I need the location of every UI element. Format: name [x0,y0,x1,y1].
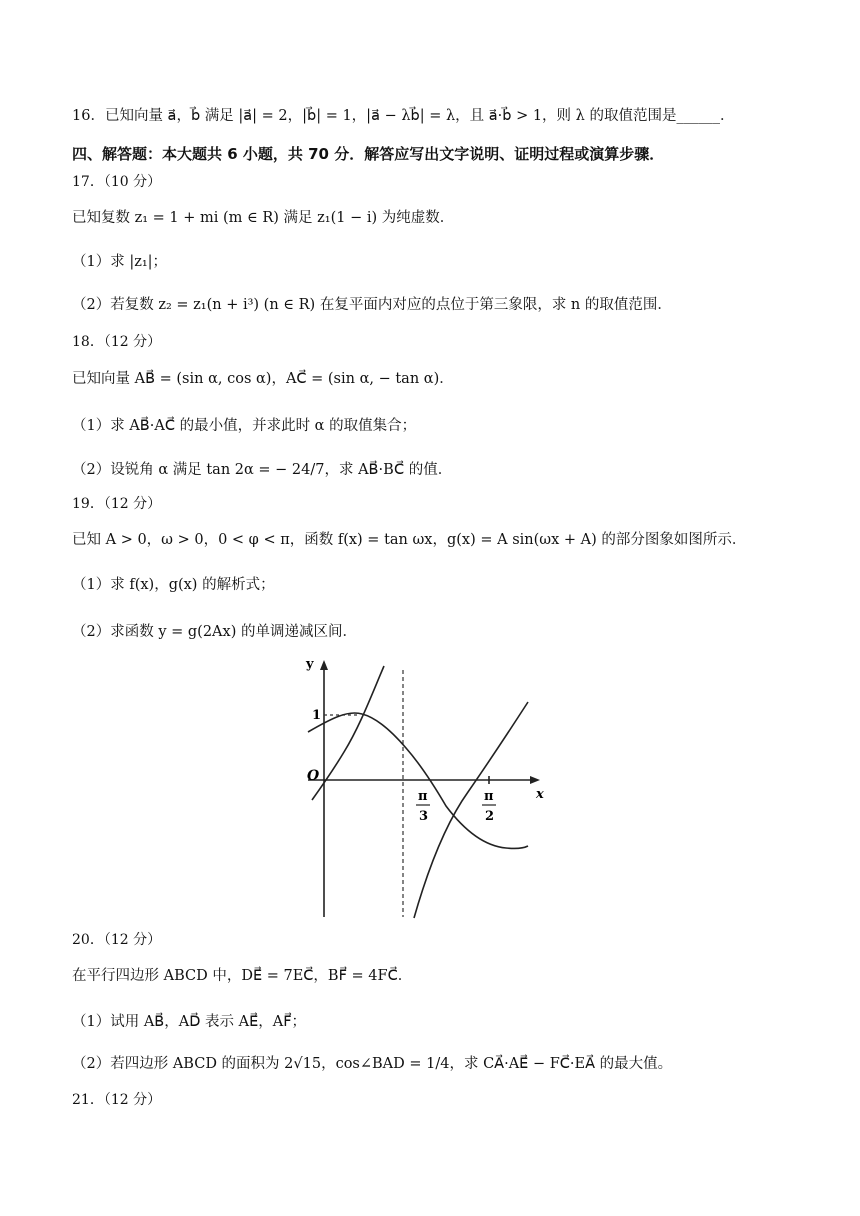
q18-part1: （1）求 AB⃗·AC⃗ 的最小值，并求此时 α 的取值集合； [72,418,417,434]
origin-label: O [307,768,320,784]
x-axis-label: x [536,787,544,802]
q19-header: 19．（12 分） [72,496,162,512]
tan-branch-right [414,702,528,918]
tick-pi-over-2-denominator: 2 [485,809,495,824]
q18-part2: （2）设锐角 α 满足 tan 2α = − 24/7，求 AB⃗·BC⃗ 的值． [72,462,453,478]
q20-part2: （2）若四边形 ABCD 的面积为 2√15，cos∠BAD = 1/4，求 CA⃗·AE⃗ − FC⃗·EA⃗ 的最大值。 [72,1056,673,1072]
y-axis-arrow [320,660,328,670]
tick-pi-over-3-numerator: π [418,789,428,804]
q20-stem: 在平行四边形 ABCD 中，DE⃗ = 7EC⃗，BF⃗ = 4FC⃗． [72,968,413,984]
q20-part1: （1）试用 AB⃗，AD⃗ 表示 AE⃗，AF⃗； [72,1014,307,1030]
q19-part1: （1）求 f(x)，g(x) 的解析式； [72,577,275,593]
tick-pi-over-2-numerator: π [484,789,494,804]
q17-header: 17．（10 分） [72,174,162,190]
tick-pi-over-3-denominator: 3 [419,809,429,824]
q18-stem: 已知向量 AB⃗ = (sin α, cos α)，AC⃗ = (sin α, − tan α)． [72,371,454,387]
q19-stem: 已知 A > 0，ω > 0，0 < φ < π，函数 f(x) = tan ωx，g(x) = A sin(ωx + A) 的部分图象如图所示． [72,532,747,548]
section-heading: 四、解答题：本大题共 6 小题，共 70 分．解答应写出文字说明、证明过程或演算步骤． [72,145,665,163]
q17-part2: （2）若复数 z₂ = z₁(n + i³) (n ∈ R) 在复平面内对应的点位于第三象限，求 n 的取值范围． [72,297,672,313]
x-axis-arrow [530,776,540,784]
q18-header: 18．（12 分） [72,334,162,350]
q19-part2: （2）求函数 y = g(2Ax) 的单调递减区间． [72,624,357,640]
function-graph-figure [292,652,564,922]
line-16: 16．已知向量 a⃗，b⃗ 满足 |a⃗| = 2，|b⃗| = 1，|a⃗ − λb⃗| = λ，且 a⃗·b⃗ > 1，则 λ 的取值范围是______． [72,108,735,124]
function-graph-svg [292,652,564,922]
y-axis-label: y [306,657,314,672]
q17-stem: 已知复数 z₁ = 1 + mi (m ∈ R) 满足 z₁(1 − i) 为纯虚数． [72,210,455,226]
q21-header: 21．（12 分） [72,1092,162,1108]
one-label: 1 [312,708,322,723]
q20-header: 20．（12 分） [72,932,162,948]
q17-part1: （1）求 |z₁|； [72,254,168,270]
